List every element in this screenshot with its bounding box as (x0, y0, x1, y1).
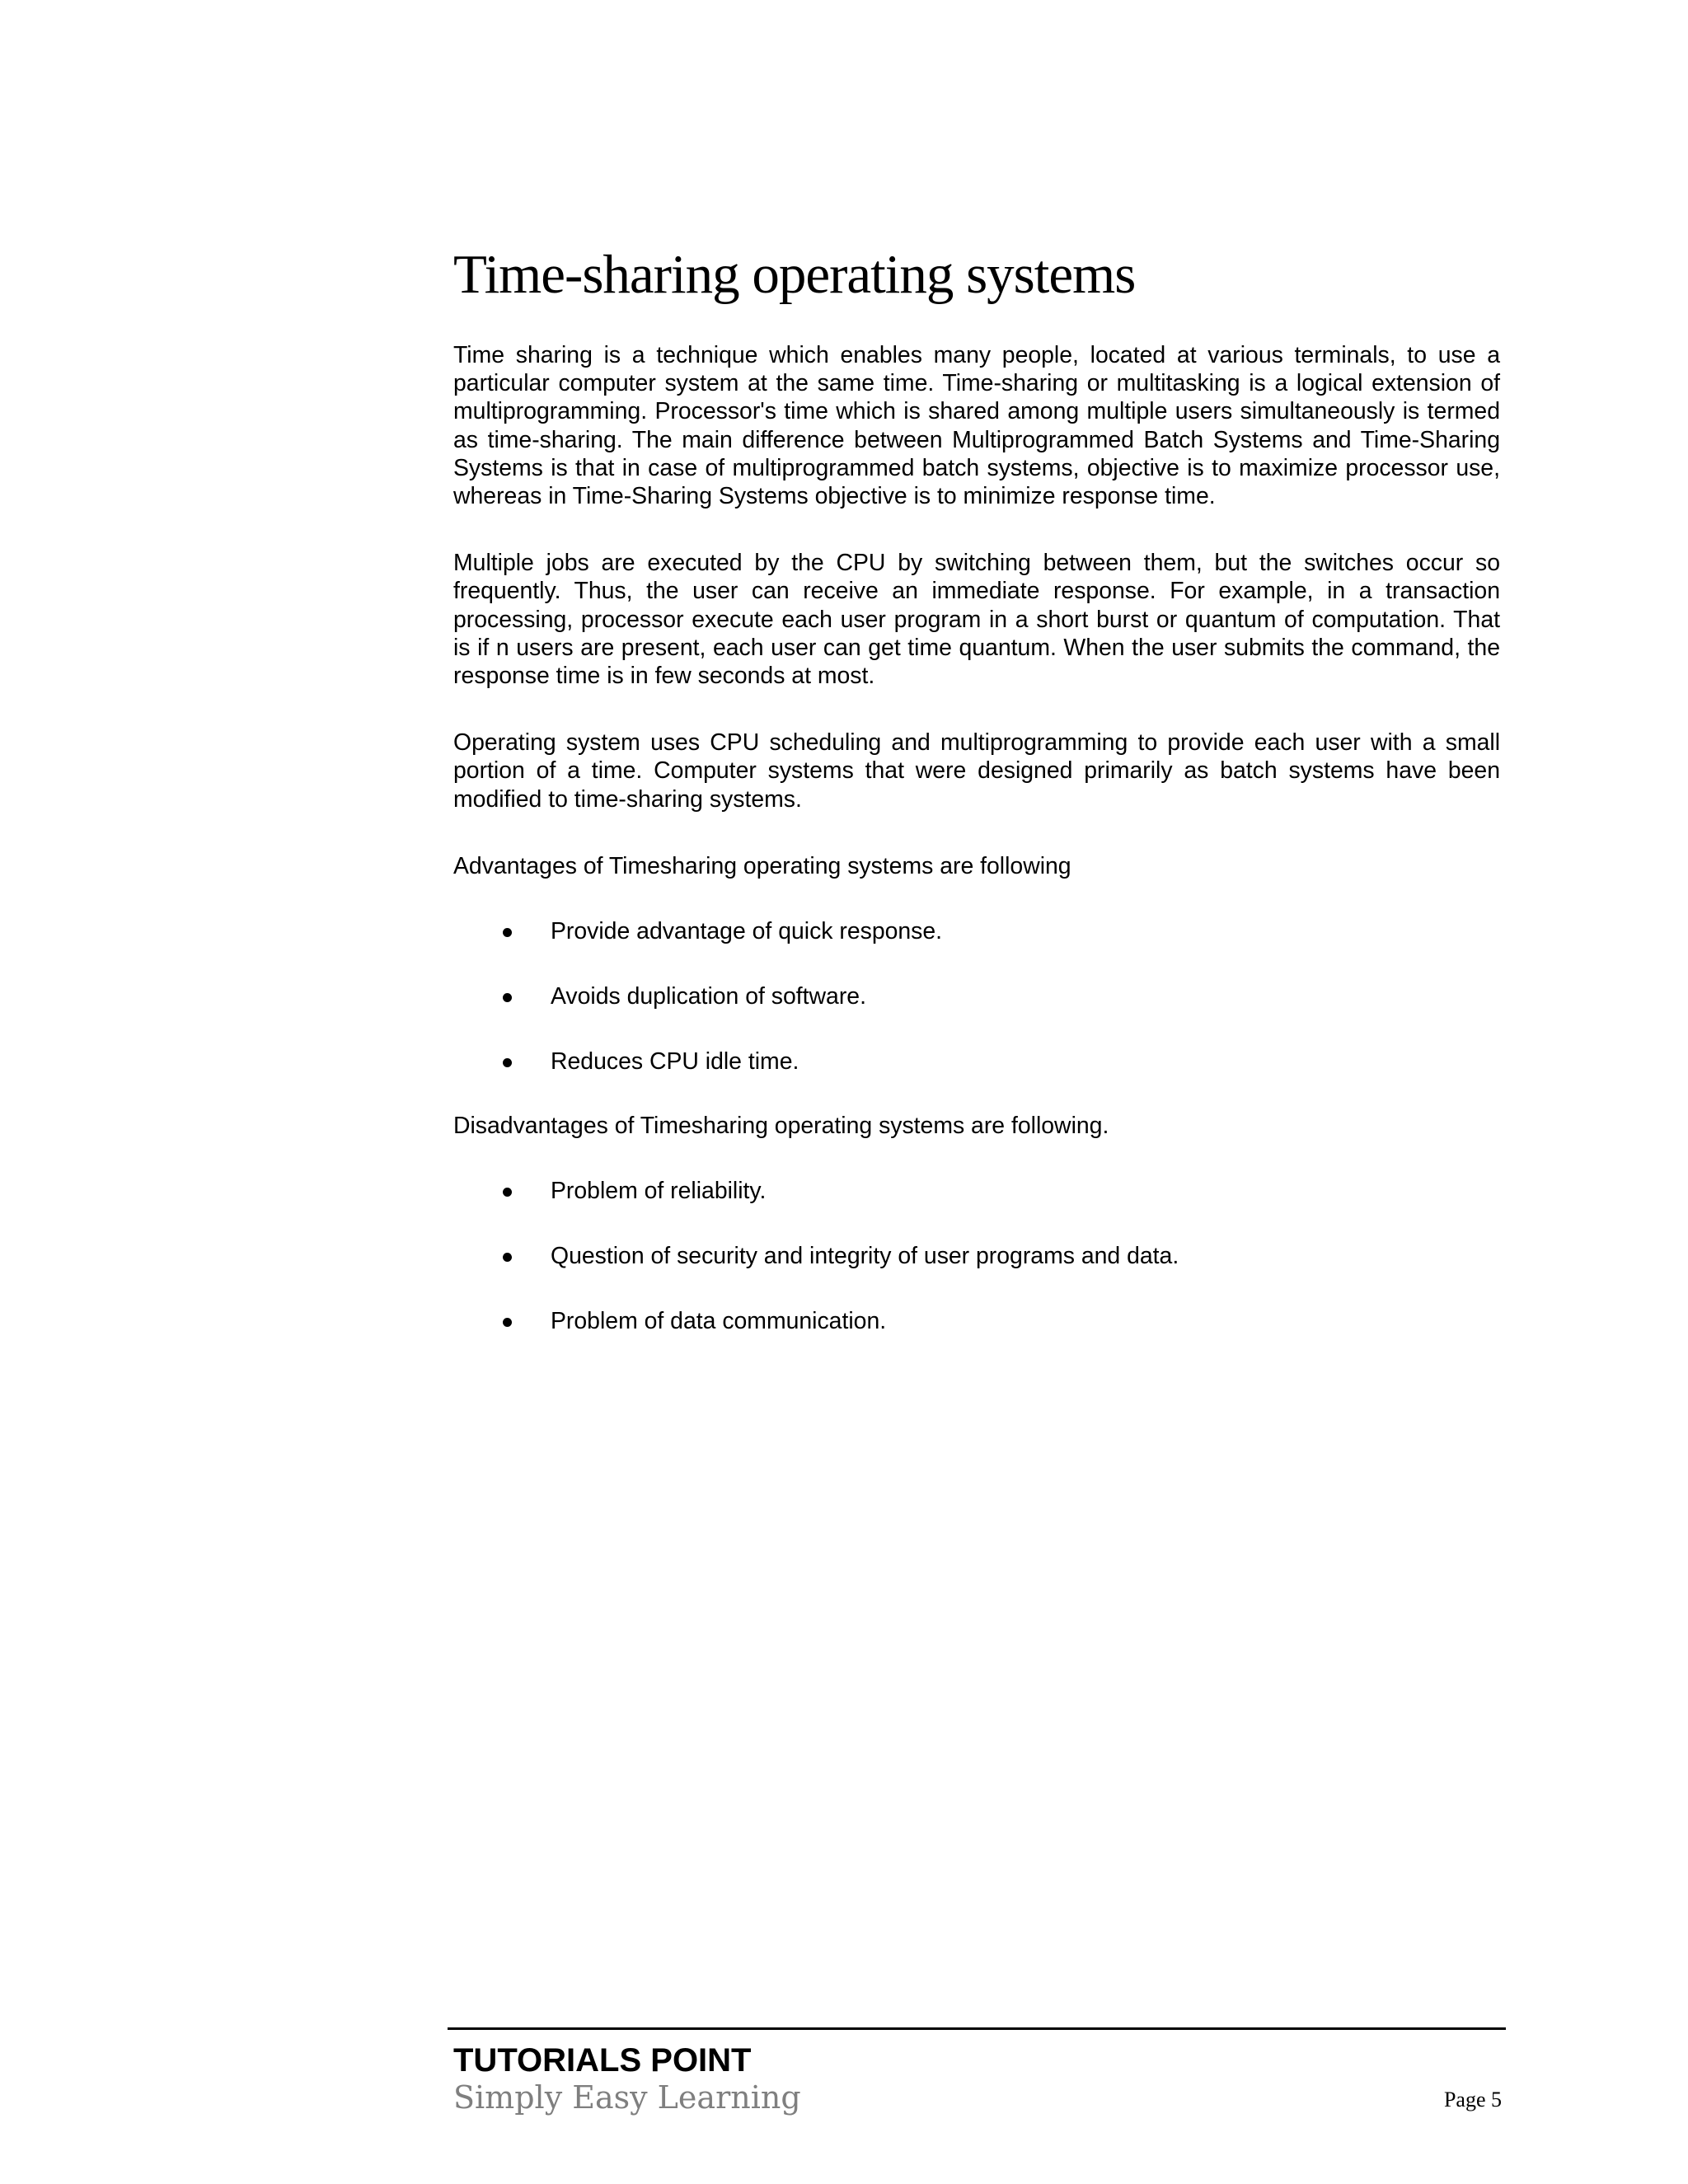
bullet-icon (503, 1318, 512, 1327)
list-item-text: Problem of reliability. (551, 1178, 767, 1205)
list-item (453, 1242, 1500, 1270)
advantages-heading: Advantages of Timesharing operating systems are following (453, 852, 1071, 879)
list-item (453, 982, 1500, 1010)
list-item-text: Question of security and integrity of user programs and data. (551, 1243, 1179, 1270)
list-item-text: Provide advantage of quick response. (551, 918, 943, 945)
bullet-icon (503, 993, 512, 1002)
bullet-icon (503, 928, 512, 937)
page-content (453, 243, 1500, 1371)
paragraph-multiple-jobs: Multiple jobs are executed by the CPU by switching between them, but the switches occur so frequently. Thus, the user can receive an immediate response. For example, in a transaction processing, processor execute each user program in a short burst or quantum of computation. That is if n users are present, each user can get time quantum. When the user submits the command, the response time is in few seconds at most. (453, 550, 1500, 690)
advantages-list (453, 917, 1500, 1076)
footer-divider (448, 2027, 1506, 2030)
page-number: Page 5 (1443, 2088, 1502, 2111)
list-item (453, 1177, 1500, 1205)
footer-brand: TUTORIALS POINT (453, 2042, 752, 2079)
footer-tagline: Simply Easy Learning (453, 2079, 801, 2116)
list-item-text: Reduces CPU idle time. (551, 1048, 799, 1076)
list-item (453, 917, 1500, 945)
bullet-icon (503, 1253, 512, 1262)
paragraph-cpu-scheduling: Operating system uses CPU scheduling and multiprogramming to provide each user with a small portion of a time. Computer systems that were designed primarily as batch systems have been modified to time-sharing systems. (453, 729, 1500, 813)
bullet-icon (503, 1188, 512, 1197)
list-item-text: Problem of data communication. (551, 1308, 887, 1335)
page-title: Time-sharing operating systems (453, 244, 1136, 305)
list-item (453, 1307, 1500, 1335)
bullet-icon (503, 1058, 512, 1067)
list-item-text: Avoids duplication of software. (551, 983, 866, 1010)
disadvantages-list (453, 1177, 1500, 1335)
list-item (453, 1047, 1500, 1076)
disadvantages-heading: Disadvantages of Timesharing operating systems are following. (453, 1113, 1109, 1140)
paragraph-intro: Time sharing is a technique which enables many people, located at various terminals, to use a particular computer system at the same time. Time-sharing or multitasking is a logical extension of multiprogramming. Processor's time which is shared among multiple users simultaneously is termed as time-sharing. The main difference between Multiprogrammed Batch Systems and Time-Sharing Systems is that in case of multiprogrammed batch systems, objective is to maximize processor use, whereas in Time-Sharing Systems objective is to minimize response time. (453, 342, 1500, 510)
